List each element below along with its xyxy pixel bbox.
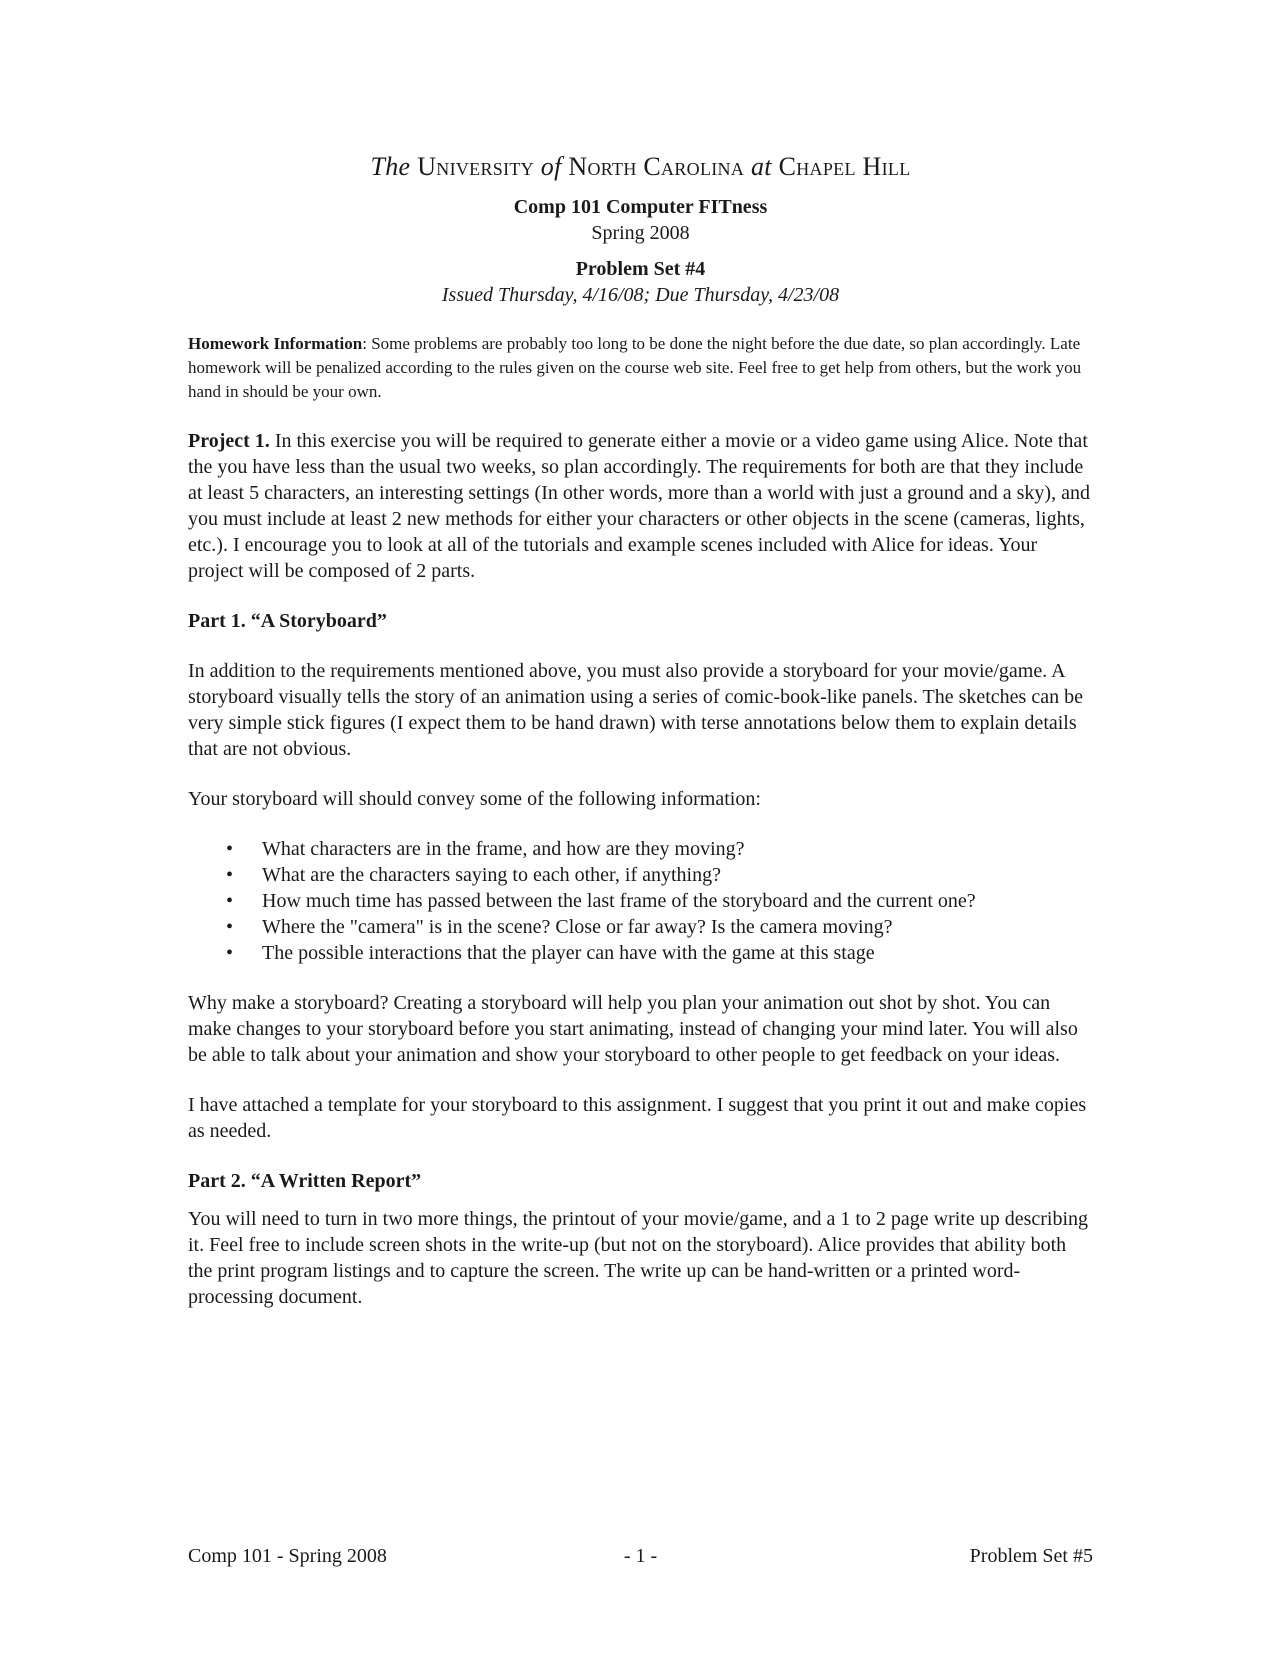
bullet-icon: • bbox=[226, 838, 234, 860]
univ-of: of bbox=[540, 152, 562, 181]
list-item bbox=[226, 862, 1093, 888]
part1-paragraph-1: In addition to the requirements mentioned above, you must also provide a storyboard for your movie/game. A storyboard visually tells the story of an animation using a series of comic-book-like panels. The sketches can be very simple stick figures (I expect them to be hand drawn) with terse annotations below them to explain details that are not obvious. bbox=[188, 660, 1083, 760]
course-title: Comp 101 Computer FITness bbox=[513, 196, 768, 218]
project-label: Project 1. bbox=[188, 430, 270, 452]
part1-paragraph-4: I have attached a template for your storyboard to this assignment. I suggest that you print it out and make copies as needed. bbox=[188, 1094, 1087, 1142]
univ-chapel-hill: Chapel Hill bbox=[778, 152, 911, 181]
project-text: In this exercise you will be required to generate either a movie or a video game using Alice. Note that the you have less than the usual two weeks, so plan accordingly. The requirements for both are that they include at least 5 characters, an interesting settings (In other words, more than a world with just a ground and a sky), and you must include at least 2 new methods for either your characters or other objects in the scene (cameras, lights, etc.). I encourage you to look at all of the tutorials and example scenes included with Alice for ideas. Your project will be composed of 2 parts. bbox=[188, 430, 1090, 582]
homework-label: Homework Information bbox=[188, 334, 363, 353]
problem-set-title: Problem Set #4 bbox=[575, 258, 706, 280]
bullet-icon: • bbox=[226, 942, 234, 964]
course-term: Spring 2008 bbox=[591, 222, 690, 244]
issue-due-dates: Issued Thursday, 4/16/08; Due Thursday, 4/23/08 bbox=[441, 284, 840, 306]
university-title bbox=[188, 150, 1093, 184]
part1-paragraph-3: Why make a storyboard? Creating a storyboard will help you plan your animation out shot by shot. You can make changes to your storyboard before you start animating, instead of changing your mind later. You will also be able to talk about your animation and show your storyboard to other people to get feedback on your ideas. bbox=[188, 992, 1078, 1066]
part2-paragraph-1: You will need to turn in two more things, the printout of your movie/game, and a 1 to 2 page write up describing it. Feel free to include screen shots in the write-up (but not on the storyboard). Alice provides that ability both the print program listings and to capture the screen. The write up can be hand-written or a printed word-processing document. bbox=[188, 1208, 1089, 1308]
list-item-text: The possible interactions that the player can have with the game at this stage bbox=[262, 942, 875, 964]
bullet-icon: • bbox=[226, 916, 234, 938]
footer-right: Problem Set #5 bbox=[969, 1545, 1093, 1567]
project-paragraph bbox=[188, 428, 1093, 584]
homework-text: : Some problems are probably too long to be done the night before the due date, so plan accordingly. Late homework will be penalized according to the rules given on the course web site. Feel free to get help from others, but the work you hand in should be your own. bbox=[188, 334, 1082, 401]
document-page bbox=[188, 150, 1093, 1310]
part1-paragraph-2: Your storyboard will should convey some of the following information: bbox=[188, 788, 761, 810]
list-item-text: How much time has passed between the last frame of the storyboard and the current one? bbox=[262, 890, 976, 912]
bullet-icon: • bbox=[226, 890, 234, 912]
univ-at: at bbox=[750, 152, 772, 181]
univ-the: The bbox=[370, 152, 411, 181]
bullet-icon: • bbox=[226, 864, 234, 886]
list-item bbox=[226, 836, 1093, 862]
part1-heading: Part 1. “A Storyboard” bbox=[188, 610, 387, 632]
part2-heading: Part 2. “A Written Report” bbox=[188, 1170, 422, 1192]
list-item bbox=[226, 940, 1093, 966]
storyboard-info-list bbox=[188, 836, 1093, 966]
list-item bbox=[226, 888, 1093, 914]
univ-university: University bbox=[417, 152, 534, 181]
list-item bbox=[226, 914, 1093, 940]
footer-left: Comp 101 - Spring 2008 bbox=[188, 1545, 387, 1567]
homework-information bbox=[188, 332, 1093, 404]
list-item-text: What characters are in the frame, and how are they moving? bbox=[262, 838, 745, 860]
list-item-text: Where the "camera" is in the scene? Close or far away? Is the camera moving? bbox=[262, 916, 893, 938]
univ-north-carolina: North Carolina bbox=[568, 152, 745, 181]
footer-page-number: - 1 - bbox=[623, 1545, 658, 1567]
list-item-text: What are the characters saying to each other, if anything? bbox=[262, 864, 721, 886]
